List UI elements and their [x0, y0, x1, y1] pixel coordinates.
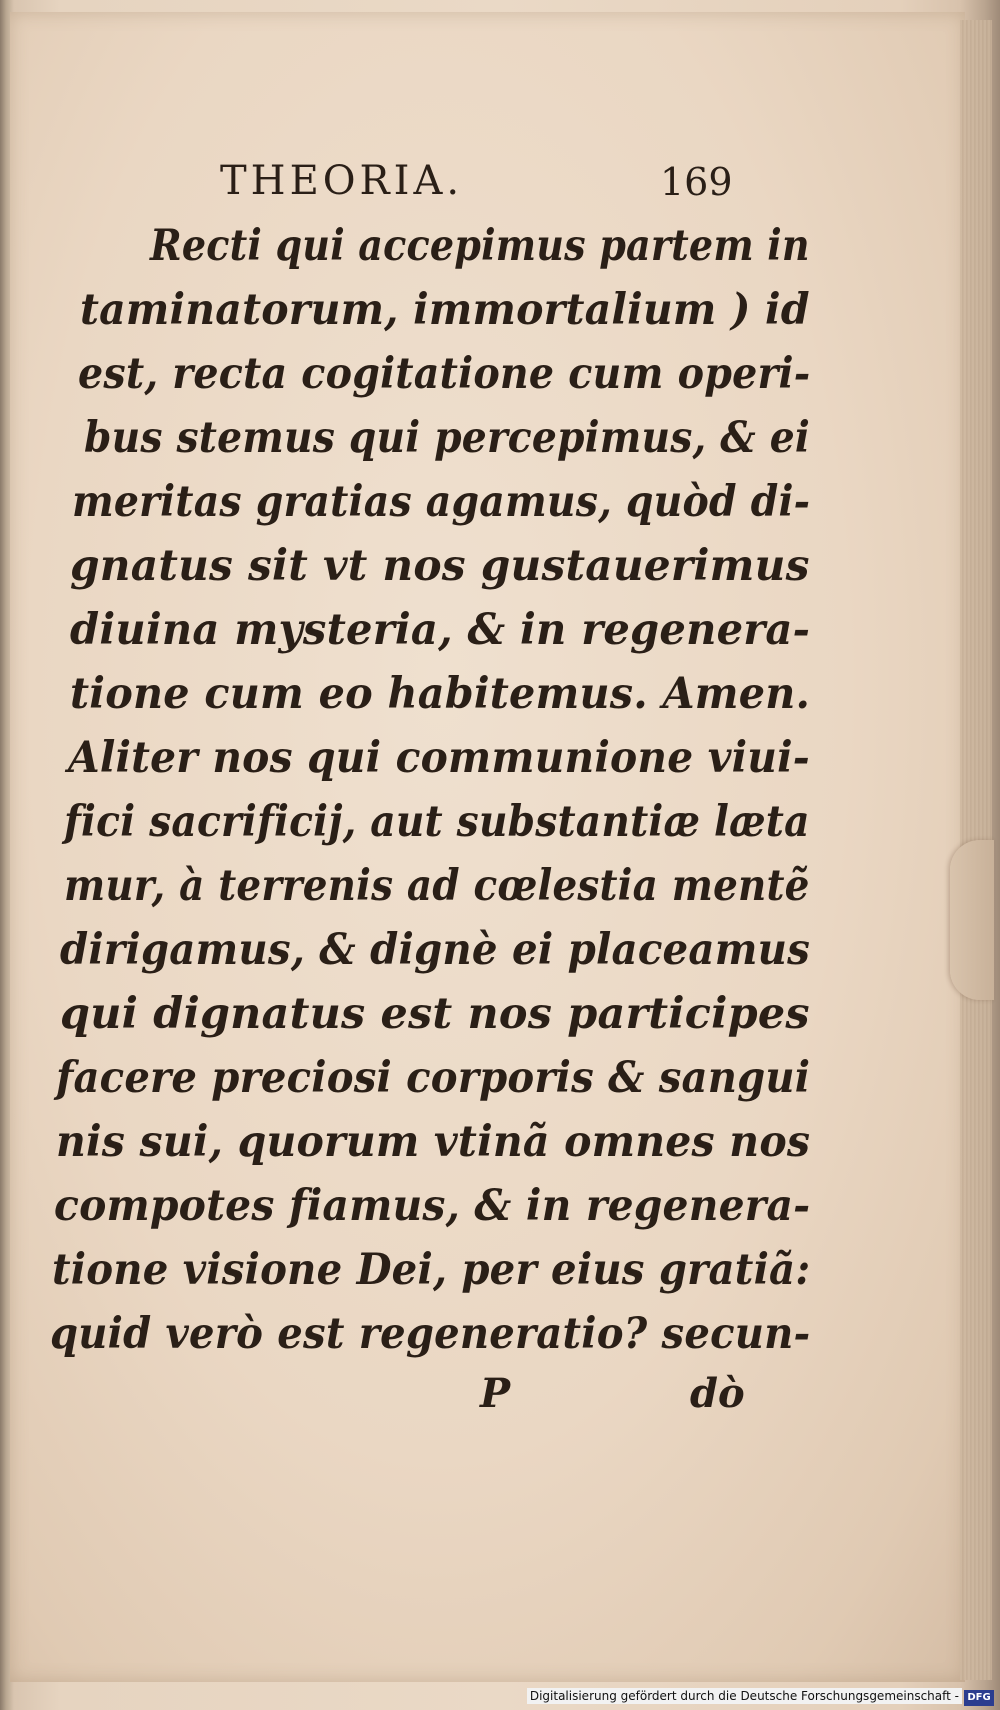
catchline [50, 1366, 790, 1430]
text-line: meritas gratias agamus, quòd di- [72, 477, 811, 527]
page-content [50, 152, 811, 1430]
signature-mark: P [480, 1370, 511, 1417]
running-head [50, 152, 790, 214]
text-line: est, recta cogitatione cum operi- [78, 349, 811, 399]
text-line: diuina mysteria, & in regenera- [70, 605, 811, 655]
text-line: bus stemus qui percepimus, & ei [84, 413, 810, 463]
text-line: gnatus sit vt nos gustauerimus [70, 541, 810, 591]
text-line: tione cum eo habitemus. Amen. [70, 669, 811, 719]
catchword: dò [690, 1370, 745, 1417]
text-line: nis sui, quorum vtinã omnes nos [56, 1117, 811, 1167]
book-page [10, 12, 965, 1682]
dfg-logo: DFG [964, 1690, 994, 1706]
text-line: taminatorum, immortalium ) id [80, 285, 810, 335]
text-line: fici sacrificij, aut substantiæ læta [64, 797, 810, 847]
text-line: qui dignatus est nos participes [60, 989, 810, 1039]
credit-text: Digitalisierung gefördert durch die Deutsche Forschungsgemeinschaft - [529, 1689, 959, 1703]
text-line: compotes fiamus, & in regenera- [54, 1181, 811, 1231]
text-line: quid verò est regeneratio? secun- [50, 1309, 811, 1359]
running-title: THEORIA. [220, 158, 464, 204]
text-block [50, 214, 811, 1366]
text-line: dirigamus, & dignè ei placeamus [60, 925, 811, 975]
text-line: tione visione Dei, per eius gratiã: [52, 1245, 811, 1295]
text-line: facere preciosi corporis & sangui [56, 1053, 811, 1103]
text-line: Recti qui accepimus partem in [150, 221, 810, 271]
text-line: Aliter nos qui communione viui- [68, 733, 810, 783]
text-line: mur, à terrenis ad cœlestia mentẽ [64, 861, 810, 911]
thumb-tab [950, 840, 994, 1000]
digitization-credit [527, 1688, 962, 1704]
page-number: 169 [660, 160, 733, 204]
